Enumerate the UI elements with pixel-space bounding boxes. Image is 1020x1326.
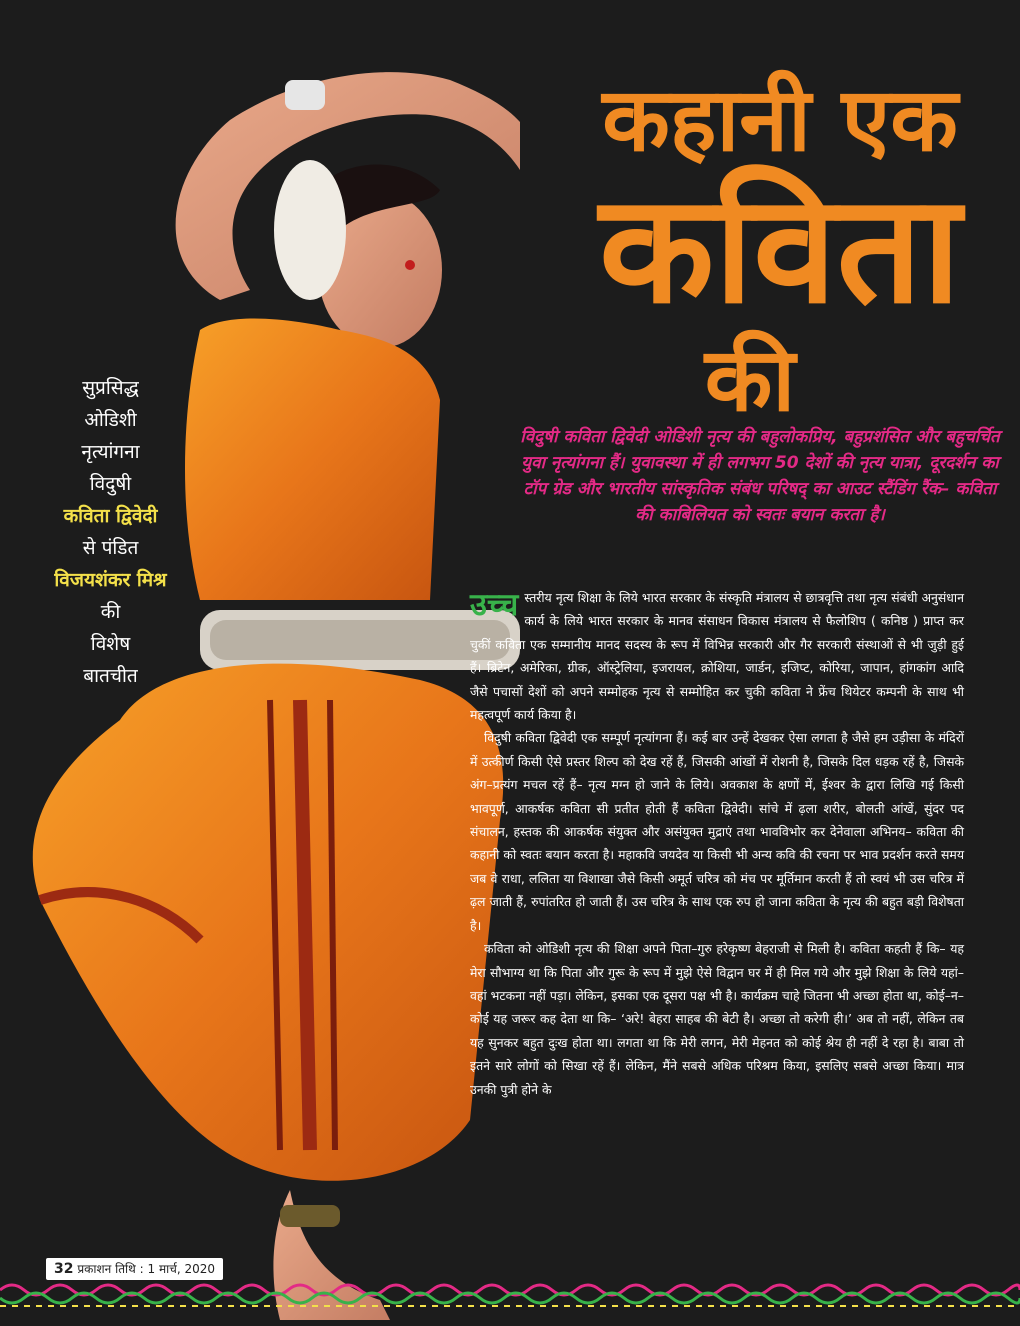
title-line-2: कविता — [599, 163, 961, 337]
article-body — [470, 586, 964, 1101]
lead-paragraph: विदुषी कविता द्विवेदी ओडिशी नृत्य की बहुलोकप्रिय, बहुप्रशंसित और बहुचर्चित युवा नृत्यांगना हैं। युवावस्था में ही लगभग 50 देशों की नृत्य यात्रा, दूरदर्शन का टॉप ग्रेड और भारतीय सांस्कृतिक संबंध परिषद् का आउट स्टैंडिंग रैंक– कविता की काबिलियत को स्वतः बयान करता है। — [520, 427, 1000, 525]
side-intro-name: कविता द्विवेदी — [63, 505, 158, 527]
side-intro — [18, 372, 203, 692]
side-intro-line: नृत्यांगना — [81, 441, 140, 463]
side-intro-line: ओडिशी — [84, 409, 137, 431]
drop-cap: उच्च — [470, 587, 519, 623]
side-intro-line: से पंडित — [82, 537, 139, 559]
publication-date: प्रकाशन तिथि : 1 मार्च, 2020 — [77, 1262, 216, 1276]
title-line-3: की — [704, 328, 796, 431]
article-paragraph-1 — [470, 586, 964, 726]
side-intro-line: विदुषी — [89, 473, 132, 495]
side-intro-line: सुप्रसिद्ध — [82, 377, 139, 399]
side-intro-line: बातचीत — [83, 665, 138, 687]
article-paragraph-3: कविता को ओडिशी नृत्य की शिक्षा अपने पिता–गुरु हरेकृष्ण बेहराजी से मिली है। कविता कहती हैं कि– यह मेरा सौभाग्य था कि पिता और गुरू के रूप में मुझे ऐसे विद्वान घर में ही मिल गये और मुझे शिक्षा के लिये यहां–वहां भटकना नहीं पड़ा। लेकिन, इसका एक दूसरा पक्ष भी है। कार्यक्रम चाहे जितना भी अच्छा होता था, कोई–न–कोई यह जरूर कह देता था कि– ‘अरे! बेहरा साहब की बेटी है। अच्छा तो करेगी ही।’ अब तो नहीं, लेकिन तब यह सुनकर बहुत दुःख होता था। लगता था कि मेरी लगन, मेरी मेहनत को कोई श्रेय ही नहीं दे रहा है। बाबा तो इतने सारे लोगों को सिखा रहें हैं। लेकिन, मैंने सबसे अधिक परिश्रम किया, इसलिए सबसे अच्छा किया। मात्र उनकी पुत्री होने के — [470, 941, 964, 1097]
article-paragraph-2: विदुषी कविता द्विवेदी एक सम्पूर्ण नृत्यांगना हैं। कई बार उन्हें देखकर ऐसा लगता है जैसे हम उड़ीसा के मंदिरों में उत्कीर्ण किसी ऐसे प्रस्तर शिल्प को देख रहें हैं, जिसकी आंखों में रोशनी है, जिसके दिल धड़क रहें है, जिसके अंग–प्रत्यंग मचल रहें हैं– नृत्य मग्न हो जाने के लिये। अवकाश के क्षणों में, ईश्वर के द्वारा लिखि गई किसी भावपूर्ण, आकर्षक कविता सी प्रतीत होती हैं कविता द्विवेदी। सांचे में ढ़ला शरीर, बोलती आंखें, सुंदर पद संचालन, हस्तक की आकर्षक संयुक्त और असंयुक्त मुद्राएं तथा भावविभोर कर देनेवाला अभिनय– कविता की कहानी को स्वतः बयान करता है। महाकवि जयदेव या किसी भी अन्य कवि की रचना पर भाव प्रदर्शन करते समय जब वे राधा, ललिता या विशाखा जैसे किसी अमूर्त चरित्र को मंच पर मूर्तिमान करती हैं तो स्वयं भी उस चरित्र में ढ़ल जाती हैं, रुपांतरित हो जाती हैं। उस चरित्र के साथ एक रुप हो जाना कविता के नृत्य की बहुत बड़ी विशेषता है। — [470, 730, 964, 933]
side-intro-line: की — [100, 601, 121, 623]
page-number: 32 — [54, 1261, 74, 1277]
side-intro-author: विजयशंकर मिश्र — [54, 569, 167, 591]
page-footer — [0, 1246, 1020, 1322]
side-intro-line: विशेष — [90, 633, 131, 655]
page-folio — [46, 1258, 223, 1280]
page-title — [560, 70, 1000, 430]
title-line-1: कहानी एक — [602, 68, 958, 171]
article-paragraph-1-text: स्तरीय नृत्य शिक्षा के लिये भारत सरकार के संस्कृति मंत्रालय से छात्रवृत्ति तथा नृत्य संबंधी अनुसंधान कार्य के लिये भारत सरकार के मानव संसाधन विकास मंत्रालय से फैलोशिप ( कनिष्ठ ) प्राप्त कर चुकीं कविता एक सम्मानीय मानद सदस्य के रूप में विभिन्न सरकारी और गैर सरकारी संस्थाओं से भी जुड़ी हुई हैं। ब्रिटेन, अमेरिका, ग्रीक, ऑस्ट्रेलिया, इजरायल, क्रोशिया, जार्डन, इजिप्ट, कोरिया, जापान, हांगकांग आदि जैसे पचासों देशों को अपने सम्मोहक नृत्य से सम्मोहित कर चुकी कविता ने फ्रेंच थियेटर कम्पनी के साथ भी महत्वपूर्ण कार्य किया है। — [470, 590, 964, 723]
